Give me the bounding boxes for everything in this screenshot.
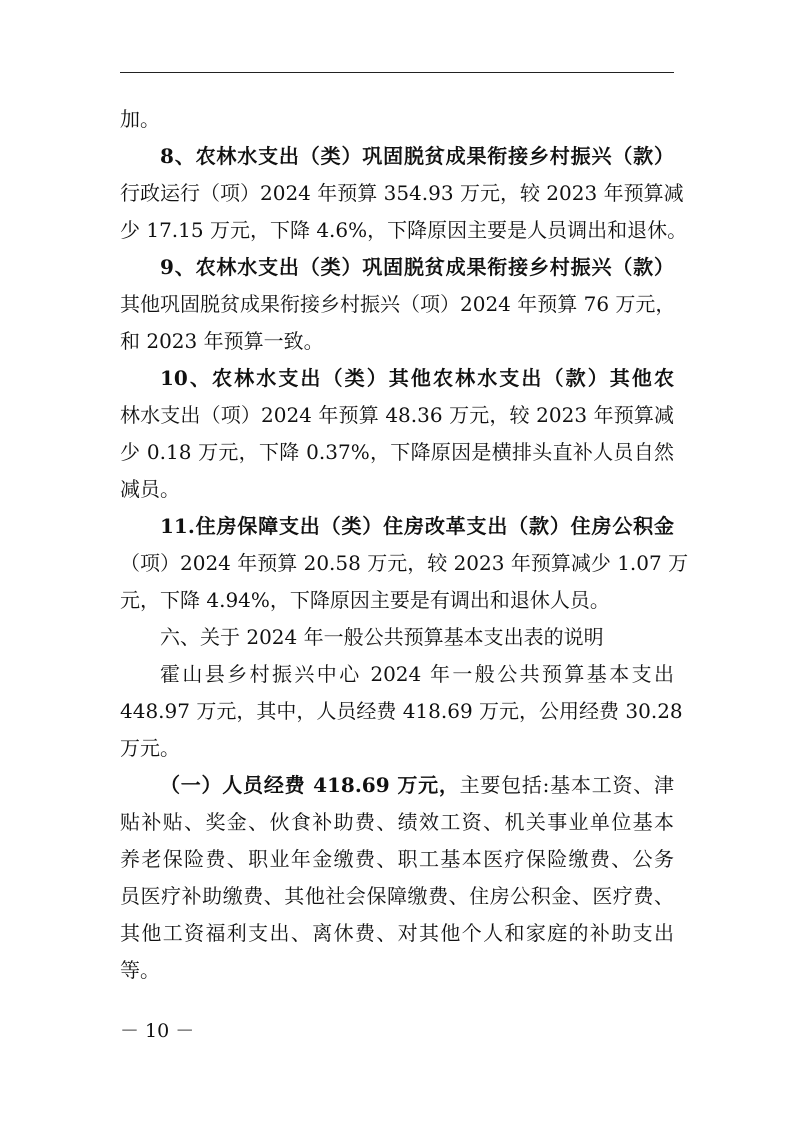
page-number: － 10 －	[120, 1020, 195, 1042]
personnel-cost-heading: （一）人员经费 418.69 万元，	[160, 773, 460, 797]
text-line: 其他巩固脱贫成果衔接乡村振兴（项）2024 年预算 76 万元，	[120, 292, 676, 316]
text-line: 万元。	[120, 736, 180, 760]
text-line: 养老保险费、职业年金缴费、职工基本医疗保险缴费、公务	[120, 847, 674, 871]
text-line: 员医疗补助缴费、其他社会保障缴费、住房公积金、医疗费、	[120, 884, 674, 908]
text-line: （项）2024 年预算 20.58 万元，较 2023 年预算减少 1.07 万	[120, 551, 689, 575]
item-8-heading-cont: 行政运行（项）2024 年预算 354.93 万元，较 2023 年预算减	[120, 181, 684, 205]
text-line: 贴补贴、奖金、伙食补助费、绩效工资、机关事业单位基本	[120, 810, 674, 834]
text-line: 等。	[120, 958, 160, 982]
text-line: 元，下降 4.94%，下降原因主要是有调出和退休人员。	[120, 588, 610, 612]
text-line	[120, 767, 674, 804]
personnel-cost-text: 主要包括:基本工资、津	[459, 773, 674, 797]
text-line: 少 17.15 万元，下降 4.6%，下降原因主要是人员调出和退休。	[120, 218, 688, 242]
text-line: 减员。	[120, 477, 180, 501]
header-rule	[120, 72, 674, 73]
text-line: 其他工资福利支出、离休费、对其他个人和家庭的补助支出	[120, 921, 674, 945]
text-line: 和 2023 年预算一致。	[120, 329, 324, 353]
section-6-heading: 六、关于 2024 年一般公共预算基本支出表的说明	[160, 625, 604, 649]
text-line	[120, 175, 684, 212]
text-line: 448.97 万元，其中，人员经费 418.69 万元，公用经费 30.28	[120, 699, 683, 723]
text-line: 霍山县乡村振兴中心 2024 年一般公共预算基本支出	[160, 662, 674, 686]
text-line: 少 0.18 万元，下降 0.37%，下降原因是横排头直补人员自然	[120, 440, 674, 464]
item-8-heading: 8、农林水支出（类）巩固脱贫成果衔接乡村振兴（款）	[160, 144, 674, 168]
item-11-heading: 11.住房保障支出（类）住房改革支出（款）住房公积金	[160, 514, 674, 538]
document-body	[120, 101, 689, 989]
item-10-heading: 10、农林水支出（类）其他农林水支出（款）其他农	[160, 366, 674, 390]
text-line: 林水支出（项）2024 年预算 48.36 万元，较 2023 年预算减	[120, 403, 674, 427]
item-9-heading: 9、农林水支出（类）巩固脱贫成果衔接乡村振兴（款）	[160, 255, 674, 279]
text-line: 加。	[120, 107, 160, 131]
